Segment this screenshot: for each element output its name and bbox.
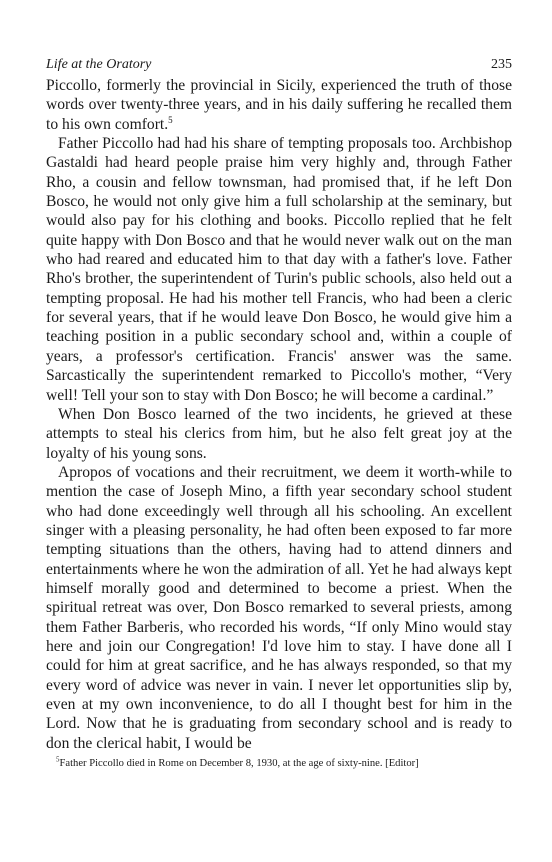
running-head	[46, 56, 512, 74]
paragraph-3: When Don Bosco learned of the two incidents, he grieved at these attempts to steal his clerics from him, but he also felt great joy at the loyalty of his young sons.	[46, 405, 512, 462]
running-title: Life at the Oratory	[46, 57, 152, 72]
page-number: 235	[491, 57, 512, 72]
footnote-marker: 5	[56, 755, 60, 764]
paragraph-1	[46, 76, 512, 134]
paragraph-2: Father Piccollo had had his share of tempting proposals too. Archbishop Gastaldi had heard people praise him very highly and, through Father Rho, a cousin and fellow townsman, had promised that, if he left Don Bosco, he would not only give him a full scholarship at the seminary, but would also pay for his clothing and books. Piccollo replied that he felt quite happy with Don Bosco and that he would never walk out on the man who had reared and educated him to that day with a father's love. Father Rho's brother, the superintendent of Turin's public schools, also held out a tempting proposal. He had his mother tell Francis, who had been a cleric for several years, that if he would leave Don Bosco, he would give him a teaching position in a public secondary school and, within a couple of years, a professor's certification. Francis' answer was the same. Sarcastically the superintendent remarked to Piccollo's mother, “Very well! Tell your son to stay with Don Bosco; he will become a cardinal.”	[46, 135, 512, 404]
footnote-text: Father Piccollo died in Rome on December 8, 1930, at the age of sixty-nine. [Editor]	[59, 758, 419, 770]
footnote	[46, 757, 512, 771]
book-page	[46, 56, 512, 771]
paragraph-4: Apropos of vocations and their recruitment, we deem it worth-while to mention the case of Joseph Mino, a fifth year secondary school student who had done exceedingly well through all his schooling. An excellent singer with a pleasing personality, he had often been exposed to far more tempting situations than the others, having had to attend dinners and entertainments where he won the admiration of all. Yet he had always kept himself morally good and determined to become a priest. When the spiritual retreat was over, Don Bosco remarked to several priests, among them Father Barberis, who recorded his words, “If only Mino would stay here and join our Congregation! I'd love him to stay. I have done all I could for him at great sacrifice, and he has always responded, so that my every word of advice was never in vain. I never let opportunities slip by, even at my own inconvenience, to do all I thought best for him in the Lord. Now that he is graduating from secondary school and is ready to don the clerical habit, I would be	[46, 463, 512, 752]
footnote-reference[interactable]: 5	[168, 114, 173, 125]
body-text	[46, 76, 512, 753]
paragraph-1-text: Piccollo, formerly the provincial in Sicily, experienced the truth of those words over twenty-three years, and in his daily suffering he recalled them to his own comfort.	[46, 77, 512, 133]
